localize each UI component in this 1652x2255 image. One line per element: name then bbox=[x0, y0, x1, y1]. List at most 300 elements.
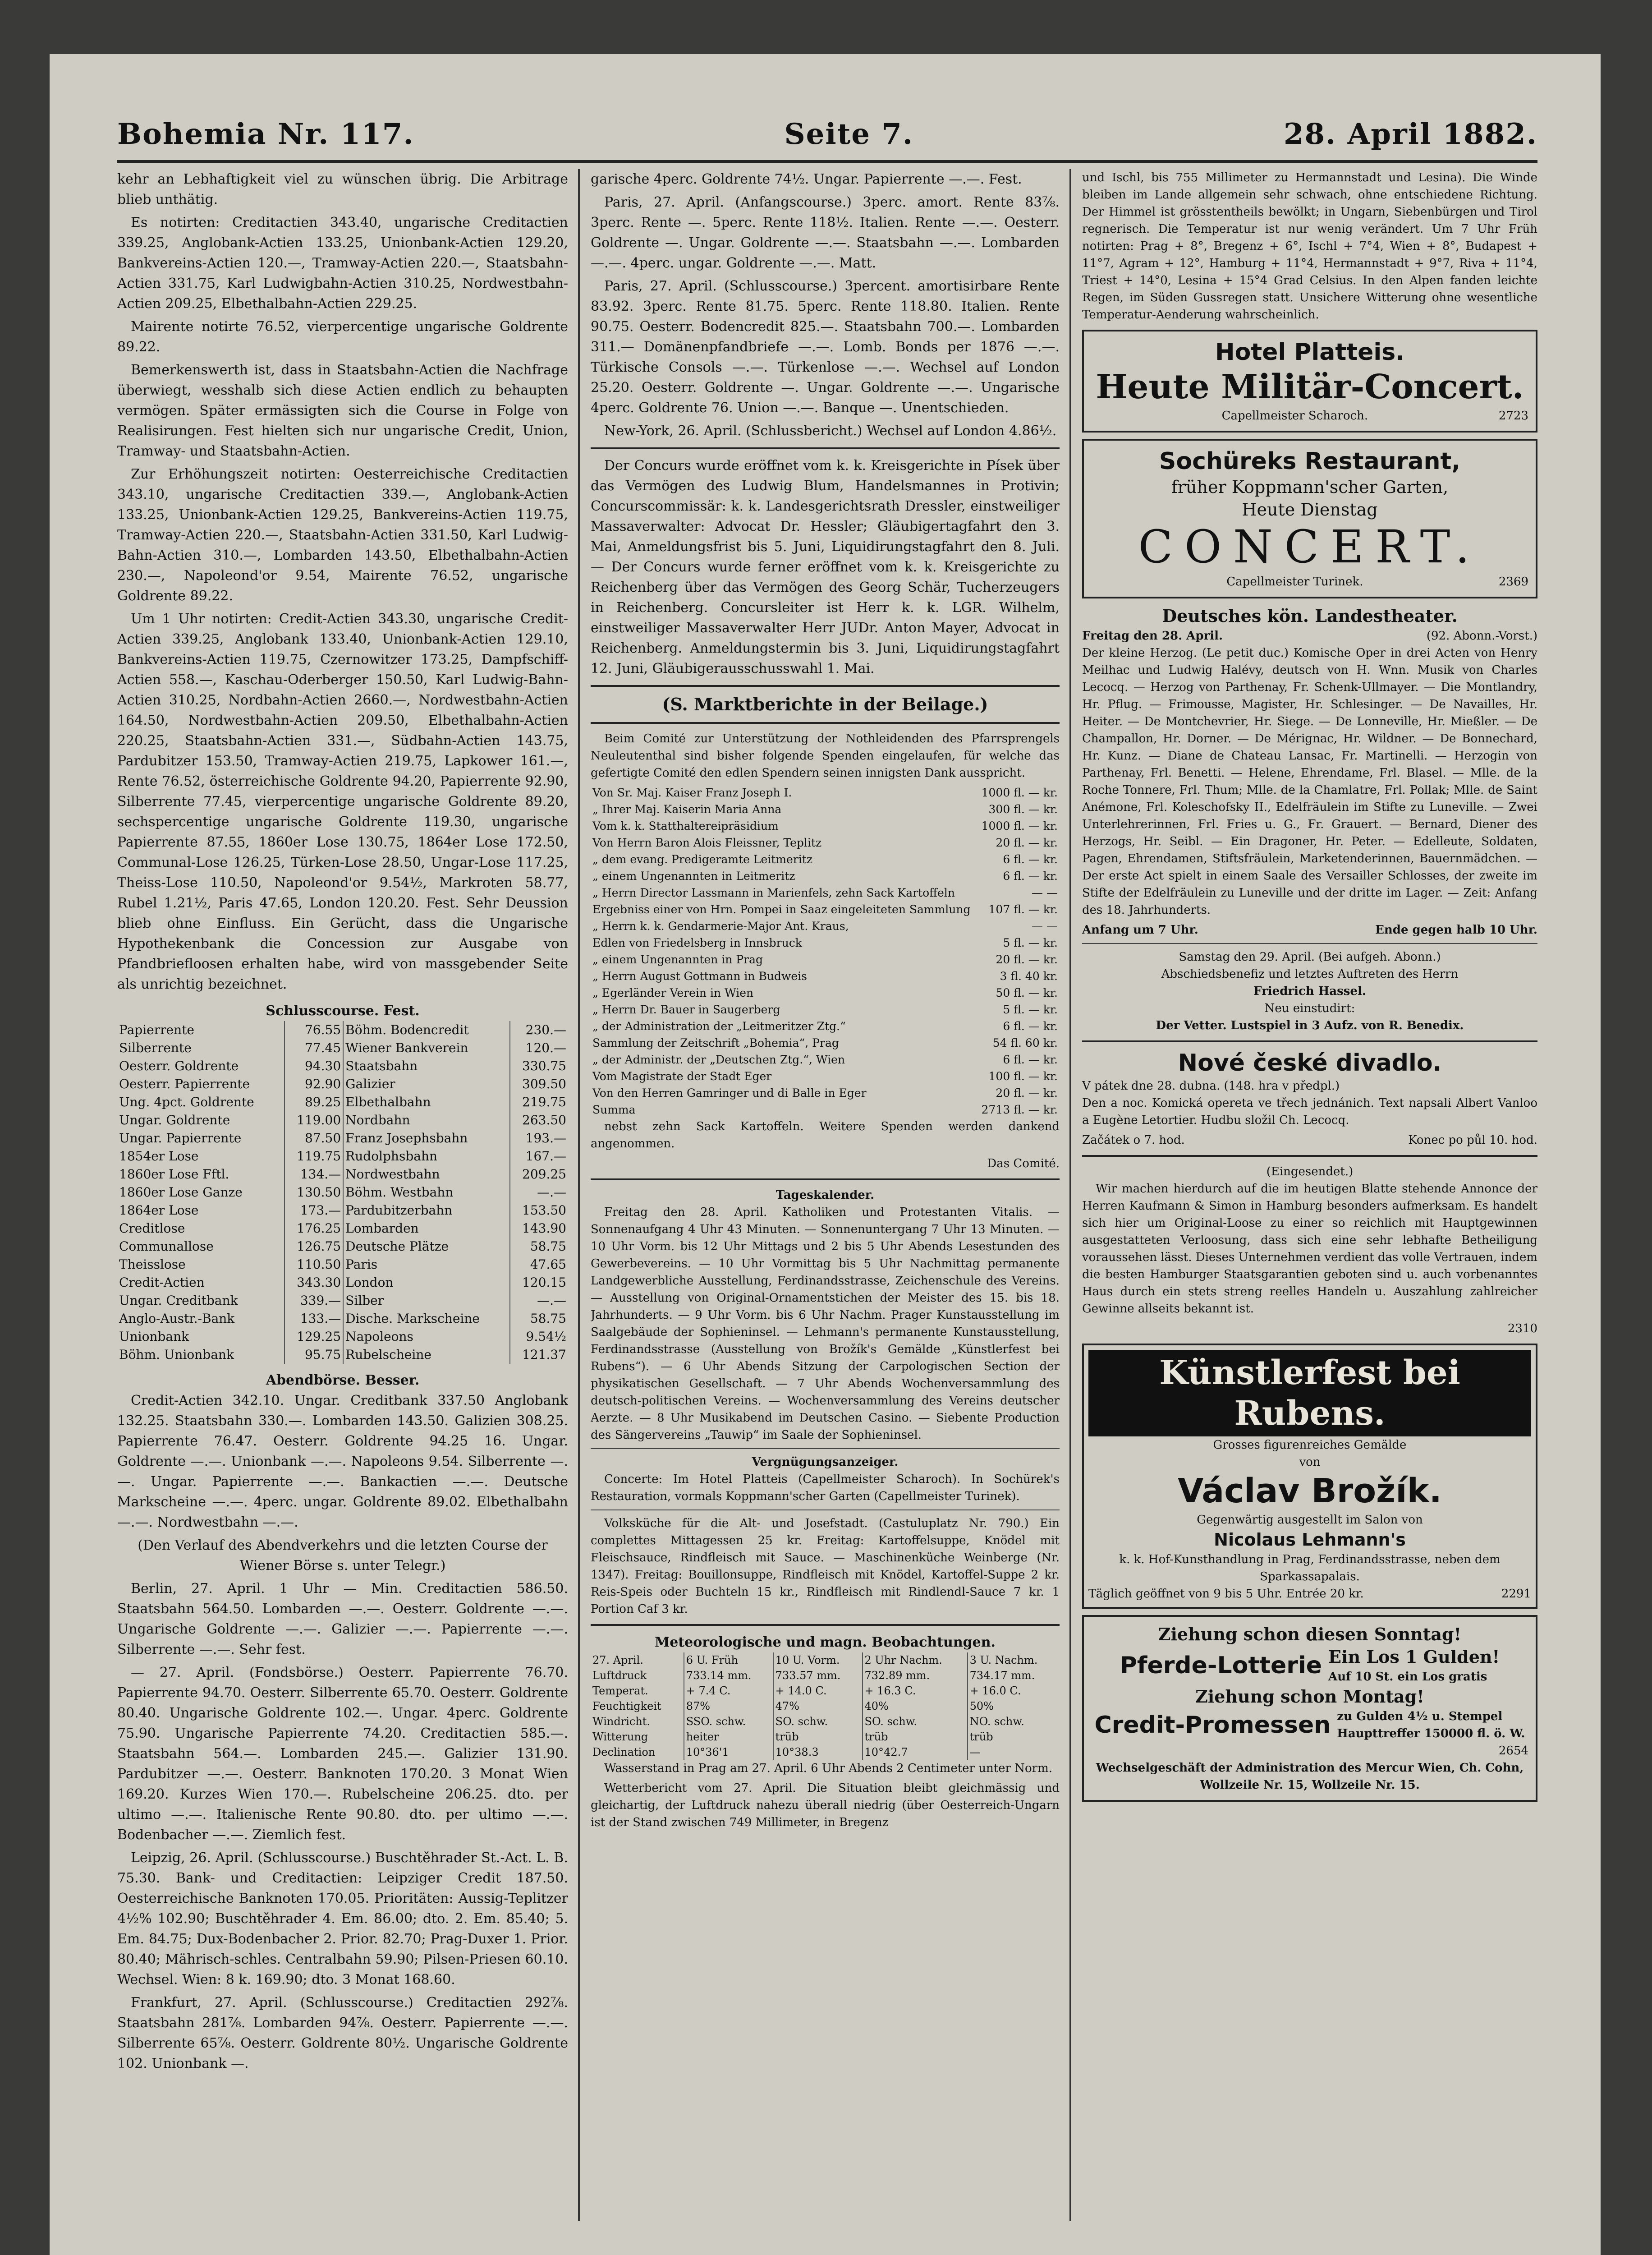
table-cell: 309.50 bbox=[522, 1077, 566, 1091]
table-row bbox=[117, 1183, 568, 1201]
table-cell: Ungar. Papierrente bbox=[117, 1129, 285, 1147]
table-cell: 20 fl. — kr. bbox=[996, 1086, 1058, 1100]
table-cell: 300 fl. — kr. bbox=[988, 803, 1058, 816]
table-cell: SO. schw. bbox=[863, 1714, 968, 1729]
lottery-name: Pferde-Lotterie bbox=[1120, 1652, 1322, 1679]
divider bbox=[591, 685, 1060, 687]
table-cell: Unionbank bbox=[117, 1328, 285, 1346]
theater-listing bbox=[1082, 605, 1537, 1034]
ad-subtitle: Heute Dienstag bbox=[1242, 500, 1378, 520]
table-cell: Silber bbox=[343, 1292, 510, 1310]
table-row bbox=[117, 1093, 568, 1111]
theater-program: Der kleine Herzog. (Le petit duc.) Komische Oper in drei Acten von Henry Meilhac und Ludwig Halévy, deutsch von H. Wnn. Musik von Charles Lecocq. — Herzog von Parthenay, Fr. Schenk-Ullmayer. — Die Montlandry, Hr. Pflug. — Frimousse, Magister, Hr. Schlesinger. — De Navailles, Hr. Heiter. — De Montchevrier, Hr. Siege. — De Lonneville, Hr. Mießler. — De Champallon, Hr. Dorner. — De Mérignac, Hr. Wildner. — De Bonnechard, Hr. Kunz. — Diane de Chateau Lansac, Fr. Martinelli. — Herzogin von Parthenay, Frl. Benetti. — Helene, Ehrendame, Frl. Blasel. — Mlle. de la Roche Tonnere, Frl. Thum; Mlle. de la Chamlatre, Frl. Pollak; Mlle. de Saint Anémone, Frl. Koleschofsky II., Edelfräulein im Stifte zu Luneville. — Zwei Unterlehrerinnen, Frl. Fries u. G., Fr. Grauert. — Bernard, Diener des Herzogs, Hr. Seibl. — Ein Dragoner, Hr. Peter. — Edelleute, Soldaten, Pagen, Ehrendamen, Stiftsfräulein, Marketenderinnen, Bauernmädchen. — Der erste Act spielt in einem Saale des Versailler Schlosses, der zweite im Stifte der Edelfräulein zu Luneville und der dritte im Lager. — Zeit: Anfang des 18. Jahrhunderts. bbox=[1082, 646, 1537, 917]
table-cell: 92.90 bbox=[285, 1075, 343, 1093]
theater-next: Samstag den 29. April. (Bei aufgeh. Abonn.) bbox=[1179, 950, 1441, 964]
credit-promises-price: zu Gulden 4½ u. Stempel bbox=[1337, 1710, 1503, 1723]
table-cell: 153.50 bbox=[522, 1203, 566, 1218]
table-cell: 5 fl. — kr. bbox=[1003, 936, 1058, 949]
table-cell: „ einem Ungenannten in Prag bbox=[592, 953, 763, 966]
donation-row bbox=[591, 1035, 1060, 1051]
weather-row bbox=[591, 1683, 1060, 1698]
table-cell: 126.75 bbox=[285, 1238, 343, 1256]
divider bbox=[1082, 1040, 1537, 1042]
table-cell: „ Herrn Dr. Bauer in Saugerberg bbox=[592, 1003, 780, 1016]
czech-theater-date: V pátek dne 28. dubna. (148. hra v předpl.) bbox=[1082, 1079, 1340, 1093]
table-cell: 209.25 bbox=[522, 1167, 566, 1182]
weather-row bbox=[591, 1744, 1060, 1760]
table-cell: Nordbahn bbox=[343, 1111, 510, 1129]
table-cell: Sammlung der Zeitschrift „Bohemia“, Prag bbox=[592, 1036, 839, 1049]
masthead-rule bbox=[117, 160, 1537, 163]
table-cell: 134.— bbox=[285, 1165, 343, 1183]
table-row bbox=[117, 1346, 568, 1364]
table-cell: Böhm. Unionbank bbox=[117, 1346, 285, 1364]
donation-table bbox=[591, 784, 1060, 1118]
table-cell: 119.00 bbox=[285, 1111, 343, 1129]
submitted-number: 2310 bbox=[1507, 1322, 1537, 1335]
column-advertisements bbox=[1082, 169, 1537, 2221]
donation-row bbox=[591, 1068, 1060, 1085]
donation-row bbox=[591, 1101, 1060, 1118]
table-cell: „ Herrn k. k. Gendarmerie-Major Ant. Kraus, bbox=[592, 920, 849, 933]
table-cell: Anglo-Austr.-Bank bbox=[117, 1310, 285, 1328]
lottery-bonus: Auf 10 St. ein Los gratis bbox=[1328, 1670, 1487, 1684]
czech-theater-program: Den a noc. Komická opereta ve třech jednánich. Text napsali Albert Vanloo a Eugène Letortier. Hudbu složil Ch. Lecocq. bbox=[1082, 1096, 1537, 1127]
table-row bbox=[117, 1165, 568, 1183]
table-cell: 76.55 bbox=[285, 1021, 343, 1039]
weather-row bbox=[591, 1729, 1060, 1744]
divider bbox=[591, 1178, 1060, 1180]
ad-text: Täglich geöffnet von 9 bis 5 Uhr. Entrée 20 kr. bbox=[1088, 1587, 1364, 1601]
table-cell: Feuchtigkeit bbox=[591, 1698, 684, 1714]
table-cell: 9.54½ bbox=[526, 1329, 566, 1344]
table-cell: 58.75 bbox=[530, 1239, 566, 1254]
table-cell: 87% bbox=[684, 1698, 773, 1714]
table-cell: Von Herrn Baron Alois Fleissner, Teplitz bbox=[592, 836, 822, 849]
table-row bbox=[117, 1292, 568, 1310]
table-cell: 20 fl. — kr. bbox=[996, 953, 1058, 966]
table-cell: 173.— bbox=[285, 1201, 343, 1220]
table-cell: 219.75 bbox=[522, 1095, 566, 1109]
donation-row bbox=[591, 1085, 1060, 1101]
donation-row bbox=[591, 918, 1060, 934]
ad-conductor: Capellmeister Turinek. bbox=[1226, 575, 1363, 589]
table-row bbox=[117, 1238, 568, 1256]
table-cell: 87.50 bbox=[285, 1129, 343, 1147]
table-cell: 3 fl. 40 kr. bbox=[1000, 970, 1058, 983]
donation-row bbox=[591, 901, 1060, 918]
masthead-date: 28. April 1882. bbox=[1283, 117, 1537, 151]
table-cell: 58.75 bbox=[530, 1311, 566, 1326]
submitted-title: (Eingesendet.) bbox=[1266, 1165, 1354, 1178]
table-cell: „ der Administration der „Leitmeritzer Ztg.“ bbox=[592, 1020, 846, 1033]
frankfurt-report: Frankfurt, 27. April. (Schlusscourse.) Creditactien 292⅞. Staatsbahn 281⅞. Lombarden 94⅞. Oesterr. Papierrente —.—. Silberrente 65⅞. Oesterr. Goldrente 80½. Ungarische Goldrente 102. Unionbank —. bbox=[117, 1995, 568, 2071]
table-cell: Rudolphsbahn bbox=[343, 1147, 510, 1165]
weather-observations-title: Meteorologische und magn. Beobachtungen. bbox=[655, 1634, 996, 1650]
table-cell: Credit-Actien bbox=[117, 1274, 285, 1292]
ad-artist-name: Václav Brožík. bbox=[1178, 1472, 1442, 1510]
table-cell: 343.30 bbox=[285, 1274, 343, 1292]
table-cell: 1860er Lose Fftl. bbox=[117, 1165, 285, 1183]
table-cell: 1860er Lose Ganze bbox=[117, 1183, 285, 1201]
table-cell: „ dem evang. Predigeramte Leitmeritz bbox=[592, 853, 812, 866]
ad-subtitle: Grosses figurenreiches Gemälde bbox=[1213, 1438, 1407, 1452]
paragraph: Credit-Actien 342.10. Ungar. Creditbank 337.50 Anglobank 132.25. Staatsbahn 330.—. Lombarden 143.50. Galizien 308.25. Papierrente 76.47. Oesterr. Goldrente 94.25 16. Ungar. Goldrente —.—. Unionbank —.—. Napoleons 9.54. Silberrente —.—. Ungar. Papierrente —.—. Bankactien —.—. Deutsche Markscheine —.—. 4perc. ungar. Goldrente 89.02. Elbethalbahn —.—. Nordwestbahn —.—. bbox=[117, 1393, 568, 1530]
weather-row bbox=[591, 1652, 1060, 1668]
table-cell: Böhm. Bodencredit bbox=[343, 1021, 510, 1039]
table-cell: 6 fl. — kr. bbox=[1003, 1020, 1058, 1033]
donation-row bbox=[591, 934, 1060, 951]
table-cell: „ Herrn Director Lassmann in Marienfels, zehn Sack Kartoffeln bbox=[592, 886, 955, 899]
table-cell: trüb bbox=[969, 1730, 993, 1743]
table-cell: + 16.3 C. bbox=[863, 1683, 968, 1698]
divider bbox=[591, 1624, 1060, 1626]
theater-next-benefit: Abschiedsbenefiz und letztes Auftreten des Herrn bbox=[1161, 967, 1459, 981]
newspaper-page bbox=[50, 54, 1601, 2255]
czech-theater-title: Nové české divadlo. bbox=[1178, 1049, 1442, 1077]
table-cell: Staatsbahn bbox=[343, 1057, 510, 1075]
table-cell: 50 fl. — kr. bbox=[996, 986, 1058, 999]
ad-lottery bbox=[1082, 1615, 1537, 1802]
table-cell: 143.90 bbox=[522, 1221, 566, 1236]
market-reports-note: (S. Marktberichte in der Beilage.) bbox=[662, 694, 988, 714]
table-cell: 2 Uhr Nachm. bbox=[863, 1652, 968, 1668]
donation-row bbox=[591, 985, 1060, 1001]
table-cell: Von den Herren Gamringer und di Balle in Eger bbox=[592, 1086, 867, 1100]
table-cell: Paris bbox=[343, 1256, 510, 1274]
paragraph: Bemerkenswerth ist, dass in Staatsbahn-Actien die Nachfrage überwiegt, wesshalb sich diese Actien endlich zu behaupten vermögen. Später ermässigten sich die Course in Folge von Realisirungen. Fest hielten sich nur ungarische Credit, Union, Tramway- und Staatsbahn-Actien. bbox=[117, 362, 568, 459]
table-cell: + 7.4 C. bbox=[684, 1683, 773, 1698]
table-cell: Dische. Markscheine bbox=[343, 1310, 510, 1328]
table-row bbox=[117, 1220, 568, 1238]
donation-row bbox=[591, 868, 1060, 884]
credit-promises-name: Credit-Promessen bbox=[1094, 1712, 1331, 1739]
theater-end: Ende gegen halb 10 Uhr. bbox=[1375, 923, 1537, 937]
table-cell: „ Ihrer Maj. Kaiserin Maria Anna bbox=[592, 803, 782, 816]
table-row bbox=[117, 1057, 568, 1075]
berlin-fonds-report: — 27. April. (Fondsbörse.) Oesterr. Papierrente 76.70. Papierrente 94.70. Oesterr. Silberrente 65.70. Oesterr. Goldrente 80.40. Ungarische Goldrente 102.—. Ungar. 4perc. Goldrente 75.90. Ungarische Papierrente 74.20. Creditactien 585.—. Staatsbahn 564.—. Lombarden 245.—. Galizier 131.90. Pardubitzer —.—. Oesterr. Banknoten 170.20. 3 Monat Wien 169.20. Kurzes Wien 170.—. Rubelscheine 206.25. dto. per ultimo —.—. Italienische Rente 90.80. dto. per ultimo —.—. Bodenbacher —.—. Ziemlich fest. bbox=[117, 1665, 568, 1843]
table-cell: — bbox=[969, 1746, 981, 1758]
table-cell: Ungar. Creditbank bbox=[117, 1292, 285, 1310]
table-cell: trüb bbox=[863, 1729, 968, 1744]
page-number: Seite 7. bbox=[784, 117, 914, 151]
water-level: Wasserstand in Prag am 27. April. 6 Uhr Abends 2 Centimeter unter Norm. bbox=[604, 1762, 1053, 1775]
table-cell: 95.75 bbox=[285, 1346, 343, 1364]
table-cell: + 16.0 C. bbox=[969, 1684, 1021, 1697]
table-cell: Ung. 4pct. Goldrente bbox=[117, 1093, 285, 1111]
table-cell: Lombarden bbox=[343, 1220, 510, 1238]
czech-theater-start: Začátek o 7. hod. bbox=[1082, 1133, 1185, 1147]
table-cell: „ einem Ungenannten in Leitmeritz bbox=[592, 870, 795, 883]
table-cell: 10°42.7 bbox=[863, 1744, 968, 1760]
ad-subtitle: früher Koppmann'scher Garten, bbox=[1171, 477, 1449, 497]
table-row bbox=[117, 1201, 568, 1220]
theater-next-play: Der Vetter. Lustspiel in 3 Aufz. von R. Benedix. bbox=[1156, 1019, 1464, 1032]
paragraph: Um 1 Uhr notirten: Credit-Actien 343.30, ungarische Credit-Actien 339.25, Anglobank 133.40, Unionbank-Actien 129.10, Bankvereins-Actien 119.75, Czernowitzer 173.25, Dampfschiff-Actien 558.—, Kaschau-Oderberger 150.50, Karl Ludwig-Bahn-Actien 310.25, Nordbahn-Actien 2660.—, Nordwestbahn-Actien 164.50, Nordwestbahn-Actien 209.50, Elbethalbahn-Actien 220.25, Staatsbahn-Actien 331.—, Südbahn-Actien 143.75, Pardubitzer 153.50, Tramway-Actien 219.75, Lapkower 161.—, Rente 76.52, österreichische Goldrente 94.20, Papierrente 92.90, Silberrente 77.45, vierpercentige ungarische Goldrente 89.20, sechspercentige ungarische Goldrente 119.30, ungarische Papierrente 87.55, 1860er Lose 130.75, 1864er Lose 172.50, Communal-Lose 126.25, Türken-Lose 28.50, Ungar-Lose 117.25, Theiss-Lose 110.50, Napoleond'or 9.54½, Markroten 58.77, Rubel 1.21½, Paris 47.65, London 120.20. Fest. Sehr Deussion blieb ohne Einfluss. Ein Gerücht, dass die Ungarische Hypothekenbank die Concession zur Ausgabe von Pfandbriefloosen erhalten habe, wird von massgebender Seite als unrichtig bezeichnet. bbox=[117, 611, 568, 992]
ad-subtitle: von bbox=[1299, 1455, 1321, 1469]
ad-number: 2723 bbox=[1498, 409, 1528, 423]
donation-note: nebst zehn Sack Kartoffeln. Weitere Spenden werden dankend angenommen. bbox=[591, 1120, 1060, 1151]
table-cell: Luftdruck bbox=[591, 1668, 684, 1683]
table-cell: Elbethalbahn bbox=[343, 1093, 510, 1111]
table-cell: 133.— bbox=[285, 1310, 343, 1328]
theater-next-new: Neu einstudirt: bbox=[1264, 1002, 1355, 1015]
credit-promises-prize: Haupttreffer 150000 fl. ö. W. bbox=[1337, 1727, 1525, 1740]
table-cell: Oesterr. Papierrente bbox=[117, 1075, 285, 1093]
ad-text: Gegenwärtig ausgestellt im Salon von bbox=[1197, 1513, 1423, 1527]
czech-theater-end: Konec po půl 10. hod. bbox=[1408, 1133, 1537, 1147]
table-cell: 130.50 bbox=[285, 1183, 343, 1201]
table-cell: 10 U. Vorm. bbox=[773, 1652, 863, 1668]
table-cell: Summa bbox=[592, 1103, 636, 1116]
table-cell: „ der Administr. der „Deutschen Ztg.“, Wien bbox=[592, 1053, 845, 1066]
table-cell: Declination bbox=[591, 1744, 684, 1760]
table-cell: 120.— bbox=[525, 1040, 566, 1055]
table-cell: Ungar. Goldrente bbox=[117, 1111, 285, 1129]
newyork-report: New-York, 26. April. (Schlussbericht.) Wechsel auf London 4.86½. bbox=[604, 423, 1057, 439]
paragraph: Mairente notirte 76.52, vierpercentige ungarische Goldrente 89.22. bbox=[117, 319, 568, 355]
table-cell: 733.57 mm. bbox=[773, 1668, 863, 1683]
paragraph: kehr an Lebhaftigkeit viel zu wünschen übrig. Die Arbitrage blieb unthätig. bbox=[117, 171, 568, 207]
table-cell: —.— bbox=[537, 1293, 566, 1308]
weather-row bbox=[591, 1668, 1060, 1683]
table-cell: + 14.0 C. bbox=[773, 1683, 863, 1698]
table-cell: 339.— bbox=[285, 1292, 343, 1310]
divider bbox=[591, 722, 1060, 724]
berlin-report: Berlin, 27. April. 1 Uhr — Min. Creditactien 586.50. Staatsbahn 564.50. Lombarden —.—. Oesterr. Goldrente —.—. Ungarische Goldrente —.—. Galizier —.—. Papierrente —.—. Silberrente —.—. Sehr fest. bbox=[117, 1581, 568, 1657]
table-cell: —.— bbox=[537, 1185, 566, 1200]
table-row bbox=[117, 1328, 568, 1346]
donation-row bbox=[591, 1051, 1060, 1068]
theater-subscription: (92. Abonn.-Vorst.) bbox=[1426, 629, 1537, 643]
table-cell: SSO. schw. bbox=[684, 1714, 773, 1729]
table-row bbox=[117, 1147, 568, 1165]
table-cell: 3 U. Nachm. bbox=[969, 1654, 1038, 1666]
divider bbox=[591, 447, 1060, 449]
table-cell: 733.14 mm. bbox=[684, 1668, 773, 1683]
table-cell: 10°38.3 bbox=[773, 1744, 863, 1760]
table-cell: 120.15 bbox=[522, 1275, 566, 1290]
table-row bbox=[117, 1310, 568, 1328]
table-cell: 6 U. Früh bbox=[684, 1652, 773, 1668]
table-row bbox=[117, 1274, 568, 1292]
table-row bbox=[117, 1256, 568, 1274]
donation-row bbox=[591, 818, 1060, 834]
table-cell: Galizier bbox=[343, 1075, 510, 1093]
table-cell: 121.37 bbox=[522, 1347, 566, 1362]
theater-date: Freitag den 28. April. bbox=[1082, 629, 1223, 643]
table-cell: 47% bbox=[773, 1698, 863, 1714]
table-cell: Temperat. bbox=[591, 1683, 684, 1698]
table-cell: 100 fl. — kr. bbox=[988, 1070, 1058, 1083]
theater-next-actor: Friedrich Hassel. bbox=[1253, 985, 1366, 998]
ad-title: Sochüreks Restaurant, bbox=[1159, 448, 1461, 475]
donation-row bbox=[591, 801, 1060, 818]
table-cell: London bbox=[343, 1274, 510, 1292]
table-cell: 6 fl. — kr. bbox=[1003, 870, 1058, 883]
submitted-notice bbox=[1082, 1163, 1537, 1337]
ad-conductor: Capellmeister Scharoch. bbox=[1221, 409, 1368, 423]
ad-number: 2654 bbox=[1498, 1744, 1528, 1758]
table-cell: 27. April. bbox=[591, 1652, 684, 1668]
table-cell: 1000 fl. — kr. bbox=[981, 819, 1058, 833]
table-cell: 1000 fl. — kr. bbox=[981, 786, 1058, 799]
table-cell: 732.89 mm. bbox=[863, 1668, 968, 1683]
paragraph: garische 4perc. Goldrente 74½. Ungar. Papierrente —.—. Fest. bbox=[591, 171, 1022, 187]
table-cell: 77.45 bbox=[285, 1039, 343, 1057]
table-cell: 110.50 bbox=[285, 1256, 343, 1274]
table-cell: Napoleons bbox=[343, 1328, 510, 1346]
masthead bbox=[117, 97, 1537, 151]
table-cell: 129.25 bbox=[285, 1328, 343, 1346]
table-cell: 1854er Lose bbox=[117, 1147, 285, 1165]
paris-closing-report: Paris, 27. April. (Schlusscourse.) 3percent. amortisirbare Rente 83.92. 3perc. Rente 81.75. 5perc. Rente 118.80. Italien. Rente 90.75. Oesterr. Bodencredit 825.—. Staatsbahn 700.—. Lombarden 311.— Domänenpfandbriefe —.—. Lomb. Bonds per 1876 —.—. Türkische Consols —.—. Türkenlose —.—. Wechsel auf London 25.20. Oesterr. Goldrente —. Ungar. Goldrente —.—. Ungarische 4perc. Goldrente 76. Union —.—. Banque —. Unentschieden. bbox=[591, 278, 1060, 416]
czech-theater-listing bbox=[1082, 1049, 1537, 1149]
table-cell: Vom Magistrate der Stadt Eger bbox=[592, 1070, 772, 1083]
paragraph: (Den Verlauf des Abendverkehrs und die letzten Course der Wiener Börse s. unter Telegr.) bbox=[138, 1537, 548, 1574]
table-cell: Edlen von Friedelsberg in Innsbruck bbox=[592, 936, 802, 949]
donation-row bbox=[591, 851, 1060, 868]
table-cell: — — bbox=[1032, 886, 1058, 899]
weather-row bbox=[591, 1714, 1060, 1729]
table-cell: 119.75 bbox=[285, 1147, 343, 1165]
column-stock-report bbox=[117, 169, 568, 2221]
table-row bbox=[117, 1039, 568, 1057]
ad-headline: Heute Militär-Concert. bbox=[1096, 368, 1524, 406]
ad-number: 2291 bbox=[1501, 1587, 1531, 1601]
lottery-agent: Wechselgeschäft der Administration des Mercur Wien, Ch. Cohn, Wollzeile Nr. 15, Wollzeile Nr. 15. bbox=[1096, 1761, 1524, 1792]
divider bbox=[591, 1509, 1060, 1510]
table-cell: Vom k. k. Statthaltereipräsidium bbox=[592, 819, 779, 833]
table-cell: 193.— bbox=[525, 1131, 566, 1146]
table-cell: Creditlose bbox=[117, 1220, 285, 1238]
donation-intro: Beim Comité zur Unterstützung der Nothleidenden des Pfarrsprengels Neuleutenthal sind bisher folgende Spenden eingelaufen, für welche das gefertigte Comité den edlen Spendern seinen innigsten Dank ausspricht. bbox=[591, 732, 1060, 780]
table-cell: 20 fl. — kr. bbox=[996, 836, 1058, 849]
table-row bbox=[117, 1111, 568, 1129]
weather-report-continued: und Ischl, bis 755 Millimeter zu Hermannstadt und Lesina). Die Winde bleiben im Lande allgemein sehr schwach, ohne entschiedene Richtung. Der Himmel ist grösstentheils bewölkt; in Ungarn, Siebenbürgen und Tirol regnerisch. Die Temperatur ist nur wenig verändert. Um 7 Uhr Früh notirten: Prag + 8°, Bregenz + 6°, Ischl + 7°4, Wien + 8°, Budapest + 11°7, Agram + 12°, Hamburg + 11°4, Hermannstadt + 9°7, Riva + 11°4, Triest + 14°0, Lesina + 15°4 Grad Celsius. In den Alpen fanden leichte Regen, im Süden Gussregen statt. Unsichere Witterung ohne wesentliche Temperatur-Aenderung wahrscheinlich. bbox=[1082, 171, 1537, 322]
table-cell: 5 fl. — kr. bbox=[1003, 1003, 1058, 1016]
table-cell: Silberrente bbox=[117, 1039, 285, 1057]
table-cell: 6 fl. — kr. bbox=[1003, 853, 1058, 866]
masthead-title: Bohemia Nr. 117. bbox=[117, 117, 414, 151]
table-cell: Papierrente bbox=[117, 1021, 285, 1039]
entertainment-listing: Concerte: Im Hotel Platteis (Capellmeister Scharoch). In Sochürek's Restauration, vormals Koppmann'scher Garten (Capellmeister Turinek). bbox=[591, 1473, 1060, 1503]
table-cell: 10°36'1 bbox=[684, 1744, 773, 1760]
table-row bbox=[117, 1075, 568, 1093]
lottery-price: Ein Los 1 Gulden! bbox=[1328, 1647, 1500, 1667]
theater-title: Deutsches kön. Landestheater. bbox=[1162, 606, 1458, 626]
table-cell: Oesterr. Goldrente bbox=[117, 1057, 285, 1075]
divider bbox=[591, 1448, 1060, 1449]
ad-gallery-name: Nicolaus Lehmann's bbox=[1214, 1530, 1406, 1550]
table-cell: „ Herrn August Gottmann in Budweis bbox=[592, 970, 807, 983]
table-cell: 6 fl. — kr. bbox=[1003, 1053, 1058, 1066]
ad-headline: CONCERT. bbox=[1138, 520, 1482, 573]
paragraph: Zur Erhöhungszeit notirten: Oesterreichische Creditactien 343.10, ungarische Creditactien 339.—, Anglobank-Actien 133.25, Unionbank-Actien 129.25, Bankvereins-Actien 119.75, Tramway-Actien 220.—, Staatsbahn-Actien 331.50, Karl Ludwig-Bahn-Actien 310.—, Lombarden 143.50, Elbethalbahn-Actien 230.—, Napoleond'or 9.54, Mairente 76.52, ungarische Goldrente 89.22. bbox=[117, 466, 568, 604]
daily-calendar: Freitag den 28. April. Katholiken und Protestanten Vitalis. — Sonnenaufgang 4 Uhr 43 Minuten. — Sonnenuntergang 7 Uhr 13 Minuten. — 10 Uhr Vorm. bis 12 Uhr Mittags und 2 bis 5 Uhr Abends Lesestunden des Gewerbevereins. — 10 Uhr Vormittag bis 5 Uhr Nachmittag permanente Landgewerbliche Ausstellung, Ferdinandsstrasse, Zeichenschule des Vereins. — Ausstellung von Original-Ornamentstichen der Meister des 15. bis 18. Jahrhunderts. — 9 Uhr Vorm. bis 6 Uhr Nachm. Prager Kunstausstellung im Saalgebäude der Sophieninsel. — Lehmann's permanente Kunstausstellung, Ferdinandsstrasse (Ausstellung von Brožík's Gemälde „Künstlerfest bei Rubens“). — 6 Uhr Abends Sitzung der Carpologischen Section der physikatischen Gesellschaft. — 7 Uhr Abends Wochenversammlung des deutsch-politischen Vereins. — Wochenversammlung des Vereins deutscher Aerzte. — 8 Uhr Musikabend im Deutschen Casino. — Siebente Production des Sängervereins „Tauwip“ im Saale der Sophieninsel. bbox=[591, 1206, 1060, 1442]
table-cell: „ Egerländer Verein in Wien bbox=[592, 986, 754, 999]
table-row bbox=[117, 1129, 568, 1147]
table-cell: Böhm. Westbahn bbox=[343, 1183, 510, 1201]
table-cell: Von Sr. Maj. Kaiser Franz Joseph I. bbox=[592, 786, 792, 799]
table-cell: Pardubitzerbahn bbox=[343, 1201, 510, 1220]
submitted-text: Wir machen hierdurch auf die im heutigen Blatte stehende Annonce der Herren Kaufmann & Simon in Hamburg besonders aufmerksam. Es handelt sich hier um Original-Loose zu einer so reichlich mit Hauptgewinnen ausgestatteten Verloosung, dass sich eine sehr lebhafte Betheiligung voraussehen lässt. Dieses Unternehmen verdient das volle Vertrauen, indem die besten Hamburger Staatsgarantien geboten sind u. auch vorbenanntes Haus durch ein stets streng reelles Handeln u. Auszahlung zahlreicher Gewinne allseits bekannt ist. bbox=[1082, 1182, 1537, 1316]
table-cell: 734.17 mm. bbox=[969, 1669, 1035, 1682]
paris-opening-report: Paris, 27. April. (Anfangscourse.) 3perc. amort. Rente 83⅞. 3perc. Rente —. 5perc. Rente 118½. Italien. Rente —.—. Oesterr. Goldrente —. Ungar. Goldrente —.—. Staatsbahn —.—. Lombarden —.—. 4perc. ungar. Goldrente —.—. Matt. bbox=[591, 194, 1060, 271]
weather-report: Wetterbericht vom 27. April. Die Situation bleibt gleichmässig und gleichartig, der Luftdruck nahezu überall niedrig (über Oesterreich-Ungarn ist der Stand zwischen 749 Millimeter, in Bregenz bbox=[591, 1781, 1060, 1829]
leipzig-report: Leipzig, 26. April. (Schlusscourse.) Buschtěhrader St.-Act. L. B. 75.30. Bank- und Creditactien: Leipziger Credit 187.50. Oesterreichische Banknoten 170.05. Prioritäten: Aussig-Teplitzer 4½% 102.90; Buschtěhrader 4. Em. 86.00; dto. 2. Em. 85.40; 5. Em. 84.75; Dux-Bodenbacher 2. Prior. 82.70; Prag-Duxer 1. Prior. 80.40; Mährisch-schles. Centralbahn 59.90; Pilsen-Priesen 60.10. Wechsel. Wien: 8 k. 169.90; dto. 3 Monat 168.60. bbox=[117, 1850, 568, 1988]
table-cell: 2713 fl. — kr. bbox=[981, 1103, 1058, 1116]
table-cell: 167.— bbox=[525, 1149, 566, 1164]
column-exchange-notices bbox=[591, 169, 1060, 2221]
ad-title: Hotel Platteis. bbox=[1215, 339, 1404, 366]
table-cell: — — bbox=[1032, 920, 1058, 933]
table-cell: 89.25 bbox=[285, 1093, 343, 1111]
column-divider bbox=[578, 169, 580, 2221]
donation-row bbox=[591, 1018, 1060, 1035]
table-cell: SO. schw. bbox=[773, 1714, 863, 1729]
ad-headline: Künstlerfest bei Rubens. bbox=[1088, 1350, 1531, 1436]
closing-prices-table bbox=[117, 1021, 568, 1364]
soup-kitchen-notice: Volksküche für die Alt- und Josefstadt. (Castuluplatz Nr. 790.) Ein complettes Mittagessen 25 kr. Freitag: Kartoffelsuppe, Knödel mit Fleischsauce, Rindfleisch mit Sauce. — Maschinenküche Weinberge (Nr. 1347). Freitag: Bouillonsuppe, Rindfleisch mit Knödel, Kartoffel-Suppe 2 kr. Reis-Speis oder Buchteln 15 kr., Rindfleisch mit Rindlendl-Sauce 7 kr. 1 Portion Caf 3 kr. bbox=[591, 1517, 1060, 1616]
entertainment-title: Vergnügungsanzeiger. bbox=[752, 1455, 899, 1469]
donation-row bbox=[591, 951, 1060, 968]
ad-sochurek-restaurant bbox=[1082, 439, 1537, 598]
daily-calendar-title: Tageskalender. bbox=[776, 1188, 875, 1202]
theater-start: Anfang um 7 Uhr. bbox=[1082, 923, 1198, 937]
weather-observations-table bbox=[591, 1652, 1060, 1760]
weather-row bbox=[591, 1698, 1060, 1714]
table-cell: 40% bbox=[863, 1698, 968, 1714]
table-cell: heiter bbox=[684, 1729, 773, 1744]
table-cell: Communallose bbox=[117, 1238, 285, 1256]
donation-row bbox=[591, 784, 1060, 801]
table-cell: NO. schw. bbox=[969, 1715, 1024, 1728]
table-cell: 50% bbox=[969, 1700, 994, 1712]
table-cell: 176.25 bbox=[285, 1220, 343, 1238]
donation-signature: Das Comité. bbox=[987, 1157, 1060, 1170]
ad-kuenstlerfest bbox=[1082, 1344, 1537, 1609]
ad-number: 2369 bbox=[1498, 575, 1528, 589]
paragraph: Es notirten: Creditactien 343.40, ungarische Creditactien 339.25, Anglobank-Actien 133.25, Unionbank-Actien 129.20, Bankvereins-Actien 120.—, Tramway-Actien 220.—, Staatsbahn-Actien 331.75, Karl Ludwigbahn-Actien 310.25, Nordwestbahn-Actien 209.25, Elbethalbahn-Actien 229.25. bbox=[117, 215, 568, 312]
donation-row bbox=[591, 834, 1060, 851]
table-row bbox=[117, 1021, 568, 1039]
lottery-draw-sunday: Ziehung schon diesen Sonntag! bbox=[1158, 1624, 1462, 1644]
table-cell: Windricht. bbox=[591, 1714, 684, 1729]
ad-hotel-platteis bbox=[1082, 330, 1537, 433]
table-cell: 330.75 bbox=[522, 1058, 566, 1073]
evening-exchange-title: Abendbörse. Besser. bbox=[266, 1372, 420, 1388]
table-cell: 1864er Lose bbox=[117, 1201, 285, 1220]
donation-row bbox=[591, 968, 1060, 985]
table-cell: 230.— bbox=[525, 1022, 566, 1037]
divider bbox=[1082, 943, 1537, 944]
table-cell: 94.30 bbox=[285, 1057, 343, 1075]
table-cell: Deutsche Plätze bbox=[343, 1238, 510, 1256]
table-cell: 263.50 bbox=[522, 1113, 566, 1128]
table-cell: Theisslose bbox=[117, 1256, 285, 1274]
donation-row bbox=[591, 884, 1060, 901]
table-cell: Nordwestbahn bbox=[343, 1165, 510, 1183]
closing-prices-title: Schlusscourse. Fest. bbox=[266, 1003, 420, 1019]
donation-row bbox=[591, 1001, 1060, 1018]
table-cell: Witterung bbox=[591, 1729, 684, 1744]
table-cell: 47.65 bbox=[530, 1257, 566, 1272]
ad-text: k. k. Hof-Kunsthandlung in Prag, Ferdinandsstrasse, neben dem Sparkassapalais. bbox=[1119, 1553, 1501, 1583]
divider bbox=[1082, 1155, 1537, 1157]
table-cell: Ergebniss einer von Hrn. Pompei in Saaz eingeleiteten Sammlung bbox=[592, 903, 971, 916]
table-cell: Wiener Bankverein bbox=[343, 1039, 510, 1057]
